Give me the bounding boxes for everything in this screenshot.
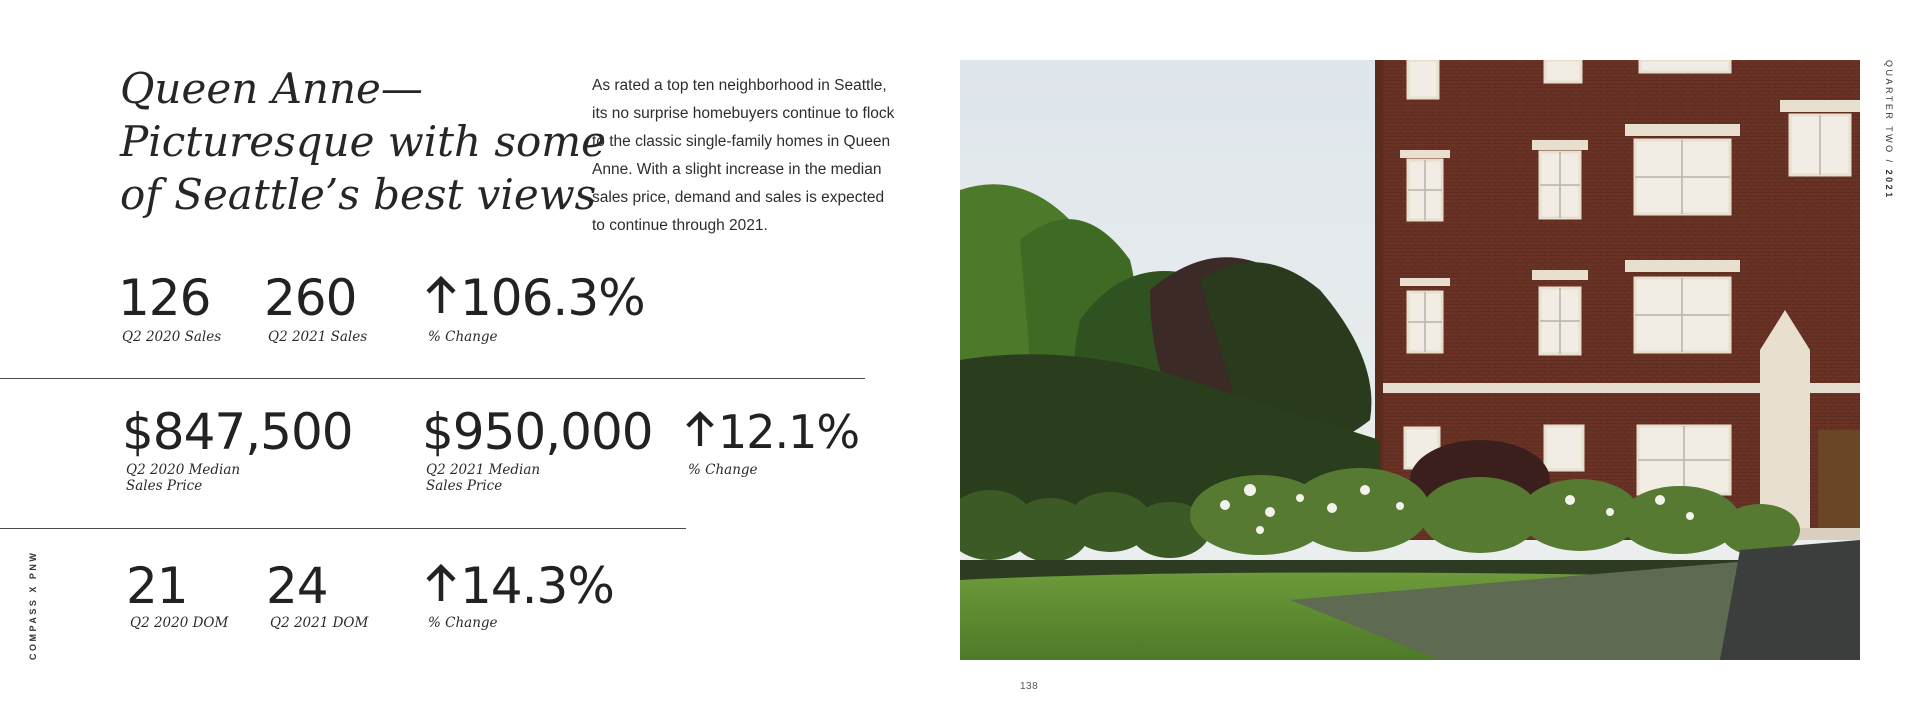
intro-line: to the classic single-family homes in Queen [592,133,891,150]
page-number: 138 [1020,681,1039,692]
sales-change [424,268,645,328]
q2-2020-median-value: $847,500 [122,403,353,461]
q2-2021-sales-label: Q2 2021 Sales [268,329,368,345]
title-line-3: of Seattle’s best views [120,170,597,219]
intro-line: As rated a top ten neighborhood in Seattle, [592,77,887,94]
q2-2021-sales-value: 260 [264,269,357,327]
arrow-up-icon [424,268,458,328]
dom-change-value: 14.3% [460,557,614,615]
median-change-label: % Change [688,462,758,478]
q2-2020-sales-label: Q2 2020 Sales [122,329,222,345]
q2-2020-median-label-line1: Q2 2020 Median [126,462,241,478]
q2-2021-median-label-line1: Q2 2021 Median [426,462,541,478]
q2-2020-sales-value: 126 [118,269,211,327]
q2-2020-median-label-line2: Sales Price [126,478,203,494]
issue-prefix: QUARTER TWO / [1884,60,1894,170]
arrow-up-icon [424,556,458,616]
intro-line: its no surprise homebuyers continue to flock [592,105,895,122]
sales-change-value: 106.3% [460,269,645,327]
dom-change [424,556,614,616]
intro-line: sales price, demand and sales is expected [592,189,885,206]
dom-stats-row [0,556,900,636]
q2-2021-dom-label: Q2 2021 DOM [270,615,369,631]
q2-2021-median-label-line2: Sales Price [426,478,503,494]
sales-stats-row [0,268,900,348]
q2-2020-dom-label: Q2 2020 DOM [130,615,229,631]
intro-line: Anne. With a slight increase in the median [592,161,882,178]
dom-change-label: % Change [428,615,498,631]
neighborhood-photo [960,60,1860,660]
q2-2020-dom-value: 21 [126,557,188,615]
q2-2021-dom-value: 24 [266,557,328,615]
intro-paragraph [592,72,912,240]
q2-2021-median-value: $950,000 [422,403,653,461]
title-line-1: Queen Anne— [120,64,423,113]
median-change-value: 12.1% [718,405,860,459]
issue-side-label [1884,60,1894,200]
issue-year: 2021 [1884,169,1894,200]
divider-1 [0,378,865,379]
building-garden-illustration [960,60,1860,660]
arrow-up-icon [684,402,716,462]
brand-side-label: COMPASS X PNW [28,550,38,660]
title-line-2: Picturesque with some [120,117,606,166]
sales-change-label: % Change [428,329,498,345]
divider-2 [0,528,686,529]
intro-line: to continue through 2021. [592,217,768,234]
median-price-stats-row [0,402,900,502]
page-title [120,62,606,221]
median-change [684,402,859,462]
